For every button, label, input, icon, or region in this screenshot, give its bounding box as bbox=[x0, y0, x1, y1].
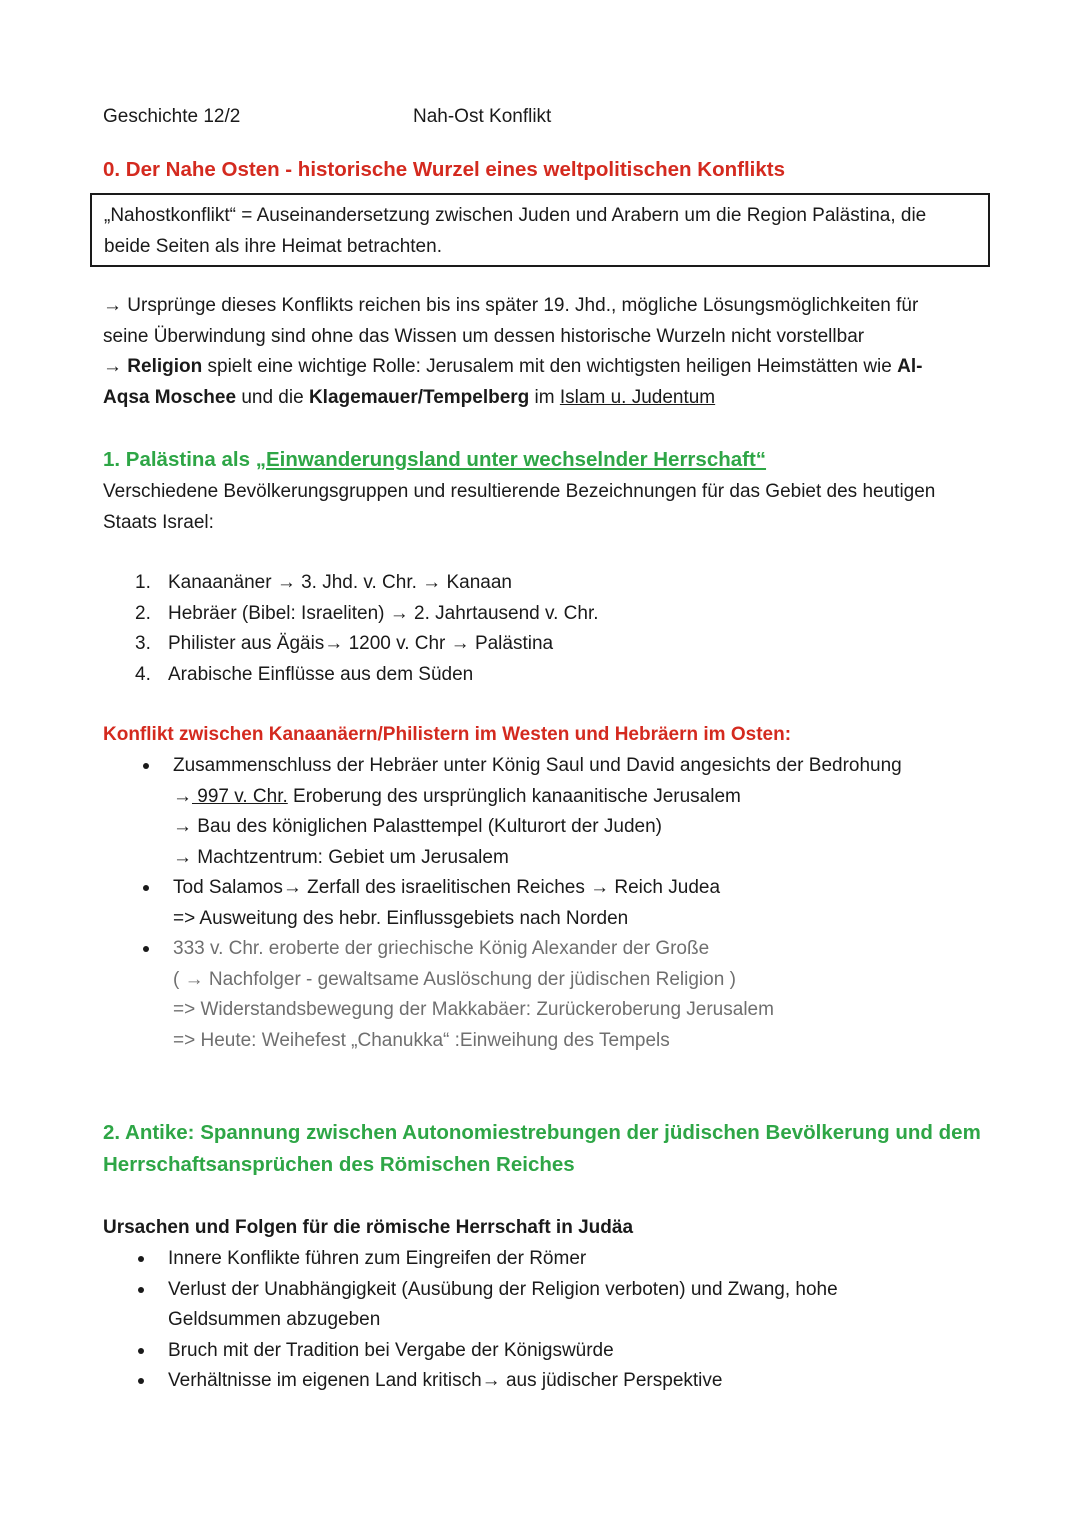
list-item bbox=[173, 873, 993, 934]
aqsa-bold: Aqsa Moschee bbox=[103, 386, 237, 408]
p1-line-2: seine Überwindung sind ohne das Wissen um dessen historische Wurzeln nicht vorstellbar bbox=[103, 325, 865, 347]
bullet-dot bbox=[143, 763, 149, 769]
bullet-line: => Ausweitung des hebr. Einflussgebiets nach Norden bbox=[173, 907, 629, 929]
bullet-dot bbox=[143, 946, 149, 952]
list-item bbox=[173, 751, 993, 873]
list-number: 3. bbox=[135, 633, 151, 654]
religions-underlined: Islam u. Judentum bbox=[559, 386, 716, 408]
list-item bbox=[168, 1275, 988, 1336]
section-1-heading bbox=[103, 445, 983, 476]
bullet-line: Zusammenschluss der Hebräer unter König Saul und David angesichts der Bedrohung bbox=[173, 755, 902, 776]
section-0-paragraph bbox=[103, 291, 983, 413]
page-header bbox=[103, 102, 1003, 134]
section-2-heading bbox=[103, 1117, 983, 1181]
list-item bbox=[135, 629, 955, 660]
header-topic: Nah-Ost Konflikt bbox=[413, 106, 552, 127]
bullet-line: → Bau des königlichen Palasttempel (Kulturort der Juden) bbox=[173, 816, 662, 837]
list-text: Arabische Einflüsse aus dem Süden bbox=[168, 663, 474, 685]
bullet-line: 333 v. Chr. eroberte der griechische König Alexander der Große bbox=[173, 938, 710, 959]
bullet-line: Tod Salamos→ Zerfall des israelitischen Reiches → Reich Judea bbox=[173, 877, 721, 898]
bullet-line: Verlust der Unabhängigkeit (Ausübung der Religion verboten) und Zwang, hohe bbox=[168, 1278, 838, 1300]
section-2-heading-line-1: 2. Antike: Spannung zwischen Autonomiestrebungen der jüdischen Bevölkerung und dem bbox=[103, 1121, 981, 1144]
definition-line-1: „Nahostkonflikt“ = Auseinandersetzung zwischen Juden und Arabern um die Region Palästina, die bbox=[104, 205, 927, 226]
p2-text-3: im bbox=[529, 386, 560, 408]
conflict-heading: Konflikt zwischen Kanaanäern/Philistern im Westen und Hebräern im Osten: bbox=[103, 724, 792, 745]
conflict-bullet-list bbox=[173, 751, 993, 1056]
klagemauer-bold: Klagemauer/Tempelberg bbox=[308, 386, 530, 408]
date-underlined: 997 v. Chr. bbox=[192, 785, 288, 807]
population-list bbox=[135, 568, 955, 690]
header-subject: Geschichte 12/2 bbox=[103, 106, 241, 127]
list-item bbox=[173, 934, 993, 1056]
list-number: 1. bbox=[135, 572, 151, 593]
section-1-intro bbox=[103, 477, 983, 538]
list-text: Kanaanäner → 3. Jhd. v. Chr. → Kanaan bbox=[168, 572, 512, 593]
bullet-dot bbox=[138, 1378, 144, 1384]
list-item bbox=[135, 568, 955, 599]
list-item bbox=[135, 599, 955, 630]
p1-line-1: → Ursprünge dieses Konflikts reichen bis ins später 19. Jhd., mögliche Lösungsmöglichkeiten für bbox=[103, 295, 919, 316]
definition-box bbox=[90, 193, 990, 267]
bullet-line: => Heute: Weihefest „Chanukka“ :Einweihung des Tempels bbox=[173, 1029, 670, 1051]
section-2-heading-line-2: Herrschaftsansprüchen des Römischen Reiches bbox=[103, 1153, 575, 1176]
section-0-heading: 0. Der Nahe Osten - historische Wurzel eines weltpolitischen Konflikts bbox=[103, 158, 785, 181]
bullet-line bbox=[173, 782, 993, 813]
bullet-line: Innere Konflikte führen zum Eingreifen der Römer bbox=[168, 1248, 587, 1269]
religion-bold: Religion bbox=[127, 356, 203, 377]
bullet-line: Verhältnisse im eigenen Land kritisch→ aus jüdischer Perspektive bbox=[168, 1370, 723, 1391]
bullet-dot bbox=[138, 1348, 144, 1354]
section-1-heading-prefix: 1. Palästina als bbox=[103, 448, 256, 471]
bullet-dot bbox=[138, 1256, 144, 1262]
list-text: Hebräer (Bibel: Israeliten) → 2. Jahrtausend v. Chr. bbox=[168, 602, 599, 624]
bullet-line: => Widerstandsbewegung der Makkabäer: Zurückeroberung Jerusalem bbox=[173, 999, 774, 1020]
list-item bbox=[135, 660, 955, 691]
definition-line-2: beide Seiten als ihre Heimat betrachten. bbox=[104, 235, 442, 257]
bullet-line: Geldsummen abzugeben bbox=[168, 1309, 381, 1330]
p2-line-2 bbox=[103, 383, 983, 414]
section-1-heading-underlined: „Einwanderungsland unter wechselnder Herrschaft“ bbox=[255, 448, 767, 471]
p2-text-2: und die bbox=[236, 386, 309, 408]
list-text: Philister aus Ägäis→ 1200 v. Chr → Palästina bbox=[168, 633, 554, 654]
roman-bullet-list bbox=[168, 1244, 988, 1397]
arrow-text: → bbox=[173, 785, 192, 807]
list-item bbox=[168, 1336, 988, 1367]
p2-line-1 bbox=[103, 352, 983, 383]
bullet-line: ( → Nachfolger - gewaltsame Auslöschung der jüdischen Religion ) bbox=[173, 968, 736, 990]
list-number: 2. bbox=[135, 602, 151, 624]
al-bold: Al- bbox=[897, 356, 923, 377]
list-number: 4. bbox=[135, 663, 151, 685]
arrow-text: → bbox=[103, 356, 128, 377]
bullet-line: Bruch mit der Tradition bei Vergabe der Königswürde bbox=[168, 1339, 614, 1361]
bullet-text: Eroberung des ursprünglich kanaanitische Jerusalem bbox=[287, 785, 741, 807]
intro-line-2: Staats Israel: bbox=[103, 511, 214, 533]
intro-line-1: Verschiedene Bevölkerungsgruppen und resultierende Bezeichnungen für das Gebiet des heutigen bbox=[103, 481, 936, 502]
bullet-dot bbox=[138, 1287, 144, 1293]
list-item bbox=[168, 1366, 988, 1397]
list-item bbox=[168, 1244, 988, 1275]
bullet-dot bbox=[143, 885, 149, 891]
p2-text-1: spielt eine wichtige Rolle: Jerusalem mit den wichtigsten heiligen Heimstätten wie bbox=[202, 356, 898, 377]
bullet-line: → Machtzentrum: Gebiet um Jerusalem bbox=[173, 846, 509, 868]
section-2-subheading: Ursachen und Folgen für die römische Herrschaft in Judäa bbox=[103, 1217, 634, 1238]
